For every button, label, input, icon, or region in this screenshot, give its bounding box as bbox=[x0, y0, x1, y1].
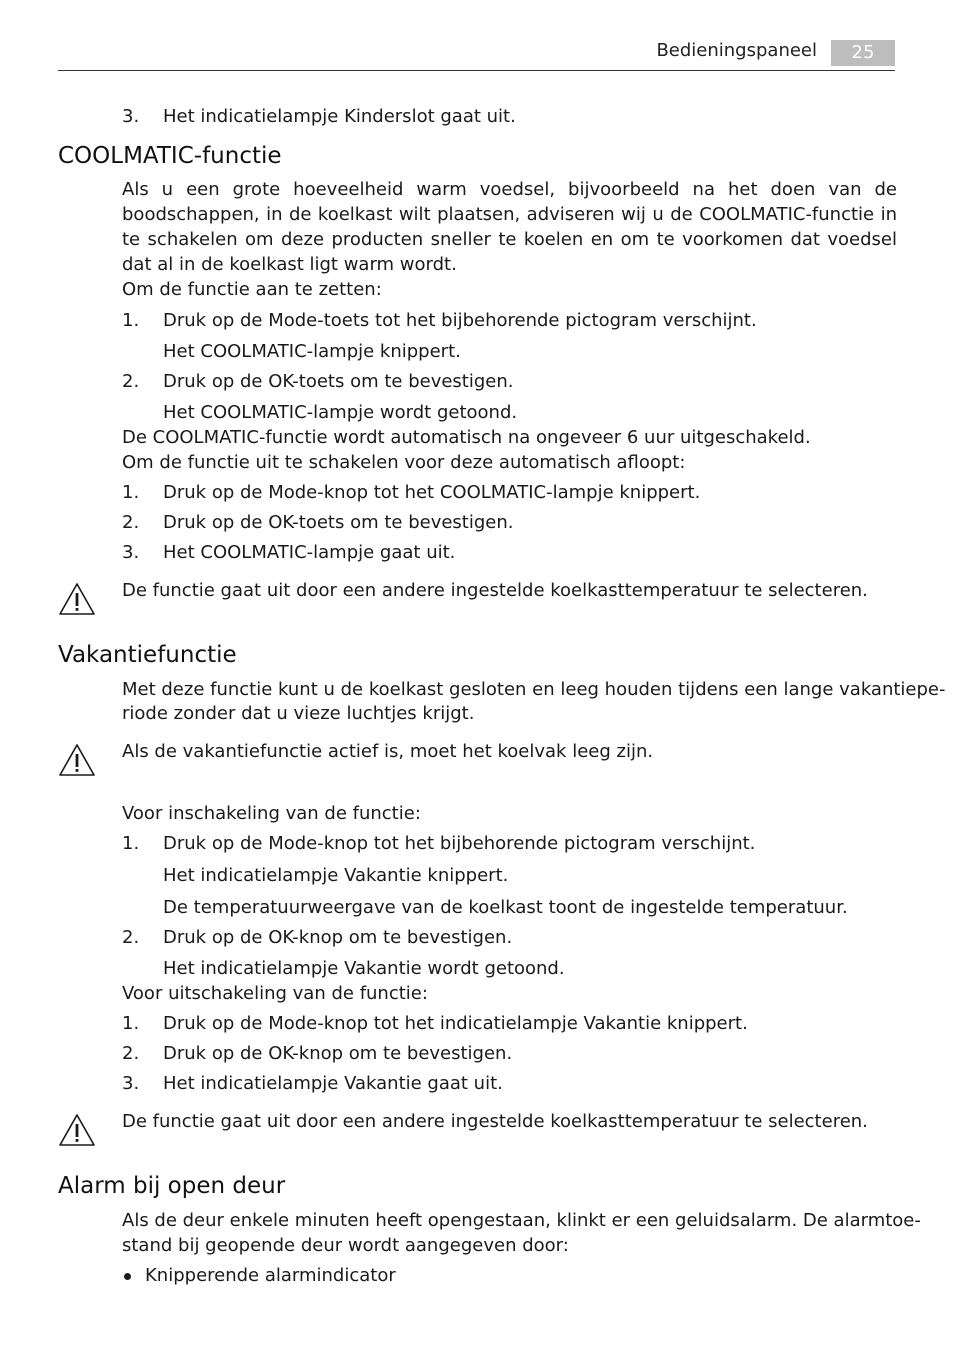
step-result: Het indicatielampje Vakantie wordt getoond. bbox=[163, 958, 565, 979]
coolmatic-auto-off: De COOLMATIC-functie wordt automatisch na ongeveer 6 uur uitgeschakeld. bbox=[122, 427, 811, 448]
step-number: 3. bbox=[122, 1073, 140, 1094]
step-text: Het indicatielampje Vakantie gaat uit. bbox=[163, 1073, 503, 1094]
step-number: 2. bbox=[122, 512, 140, 533]
vakantie-warning-temperature: De functie gaat uit door een andere ingestelde koelkasttemperatuur te selecteren. bbox=[122, 1111, 868, 1132]
step-number: 3. bbox=[122, 106, 140, 127]
coolmatic-on-intro: Om de functie aan te zetten: bbox=[122, 279, 382, 300]
vakantie-intro-line2: riode zonder dat u vieze luchtjes krijgt. bbox=[122, 703, 475, 724]
coolmatic-intro: Als u een grote hoeveelheid warm voedsel, bijvoorbeeld na het doen van de boodschappen, in de koelkast wilt plaatsen, adviseren wij u de COOLMATIC-functie in te schakelen om deze producten sneller te koelen en om te voorkomen dat voedsel dat al in de koelkast ligt warm wordt. bbox=[122, 179, 897, 275]
step-result: Het COOLMATIC-lampje wordt getoond. bbox=[163, 402, 518, 423]
section-heading-coolmatic: COOLMATIC-functie bbox=[58, 143, 282, 169]
step-text: Druk op de OK-knop om te bevestigen. bbox=[163, 927, 513, 948]
coolmatic-off-intro: Om de functie uit te schakelen voor deze automatisch afloopt: bbox=[122, 452, 686, 473]
warning-triangle-icon bbox=[58, 743, 96, 777]
vakantie-off-intro: Voor uitschakeling van de functie: bbox=[122, 983, 428, 1004]
section-heading-alarm: Alarm bij open deur bbox=[58, 1173, 286, 1199]
step-number: 1. bbox=[122, 310, 140, 331]
alarm-intro-line1: Als de deur enkele minuten heeft opengestaan, klinkt er een geluidsalarm. De alarmtoe- bbox=[122, 1210, 921, 1231]
coolmatic-warning: De functie gaat uit door een andere ingestelde koelkasttemperatuur te selecteren. bbox=[122, 580, 868, 601]
step-text: Druk op de Mode-knop tot het indicatielampje Vakantie knippert. bbox=[163, 1013, 748, 1034]
step-text: Druk op de OK-toets om te bevestigen. bbox=[163, 371, 514, 392]
step-result: Het COOLMATIC-lampje knippert. bbox=[163, 341, 461, 362]
header-divider bbox=[58, 70, 895, 71]
bullet-dot bbox=[124, 1273, 131, 1280]
step-number: 1. bbox=[122, 482, 140, 503]
page-number-badge: 25 bbox=[831, 40, 895, 66]
section-heading-vakantie: Vakantiefunctie bbox=[58, 642, 237, 668]
step-number: 2. bbox=[122, 927, 140, 948]
step-text: Het indicatielampje Kinderslot gaat uit. bbox=[163, 106, 516, 127]
header-section-title: Bedieningspaneel bbox=[656, 40, 817, 61]
step-number: 3. bbox=[122, 542, 140, 563]
vakantie-intro-line1: Met deze functie kunt u de koelkast gesloten en leeg houden tijdens een lange vakantiepe- bbox=[122, 679, 946, 700]
step-number: 2. bbox=[122, 1043, 140, 1064]
step-number: 2. bbox=[122, 371, 140, 392]
bullet-item: Knipperende alarmindicator bbox=[145, 1265, 396, 1286]
step-number: 1. bbox=[122, 833, 140, 854]
alarm-intro-line2: stand bij geopende deur wordt aangegeven door: bbox=[122, 1235, 569, 1256]
step-text: Druk op de Mode-knop tot het COOLMATIC-lampje knippert. bbox=[163, 482, 701, 503]
step-text: Druk op de Mode-knop tot het bijbehorende pictogram verschijnt. bbox=[163, 833, 756, 854]
step-result: Het indicatielampje Vakantie knippert. bbox=[163, 865, 509, 886]
step-number: 1. bbox=[122, 1013, 140, 1034]
warning-triangle-icon bbox=[58, 1113, 96, 1147]
step-text: Het COOLMATIC-lampje gaat uit. bbox=[163, 542, 456, 563]
step-text: Druk op de OK-knop om te bevestigen. bbox=[163, 1043, 513, 1064]
step-text: Druk op de Mode-toets tot het bijbehorende pictogram verschijnt. bbox=[163, 310, 757, 331]
warning-triangle-icon bbox=[58, 582, 96, 616]
step-result: De temperatuurweergave van de koelkast toont de ingestelde temperatuur. bbox=[163, 897, 848, 918]
vakantie-warning-empty: Als de vakantiefunctie actief is, moet het koelvak leeg zijn. bbox=[122, 741, 654, 762]
step-text: Druk op de OK-toets om te bevestigen. bbox=[163, 512, 514, 533]
vakantie-on-intro: Voor inschakeling van de functie: bbox=[122, 803, 421, 824]
